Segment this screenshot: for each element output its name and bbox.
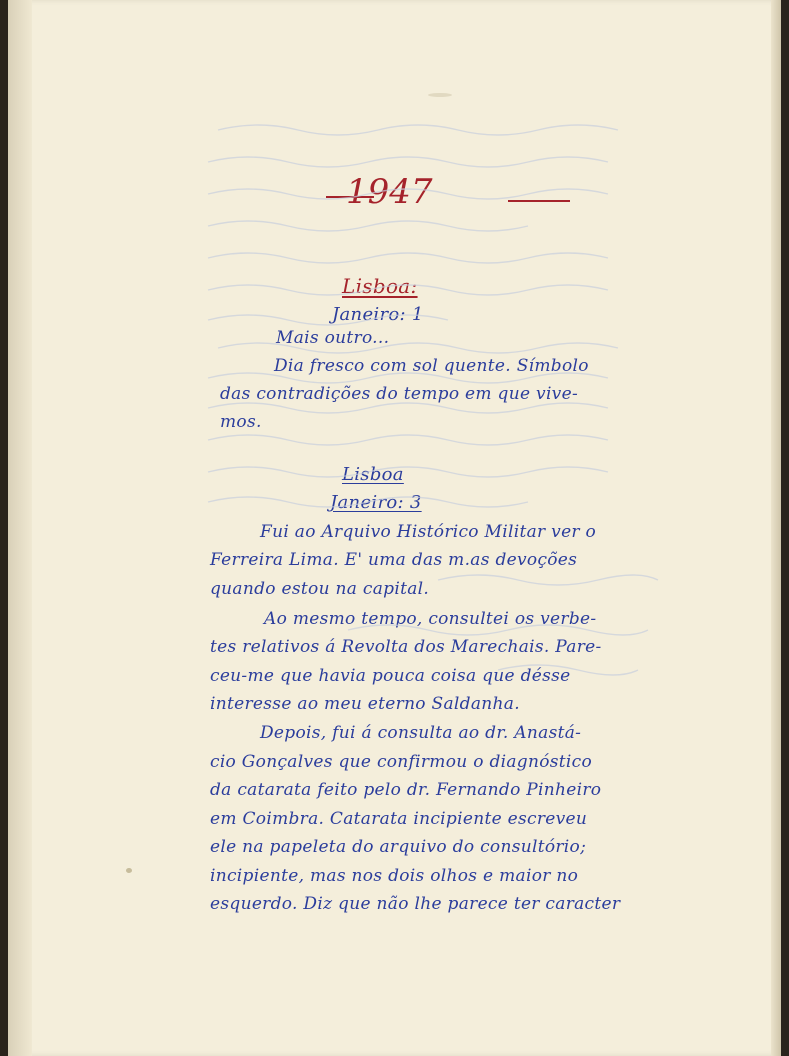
text-line: esquerdo. Diz que não lhe parece ter caracter [210, 894, 621, 914]
text-line: ceu-me que havia pouca coisa que désse [210, 666, 571, 686]
text-line: Depois, fui á consulta ao dr. Anastá- [260, 723, 582, 743]
entry-date-1: Janeiro: 1 [332, 304, 424, 325]
text-line: cio Gonçalves que confirmou o diagnóstico [210, 752, 593, 772]
text-line: quando estou na capital. [210, 579, 430, 599]
page-binding [8, 0, 32, 1056]
text-line: Dia fresco com sol quente. Símbolo [274, 356, 589, 376]
page-edge [771, 0, 781, 1056]
year-heading: 1947 [346, 172, 433, 212]
text-line: Mais outro... [276, 328, 390, 348]
text-line: ele na papeleta do arquivo do consultório; [210, 837, 587, 857]
text-line: incipiente, mas nos dois olhos e maior no [210, 866, 579, 886]
text-line: das contradições do tempo em que vive- [220, 384, 578, 404]
text-line: em Coimbra. Catarata incipiente escreveu [210, 809, 588, 829]
text-line: da catarata feito pelo dr. Fernando Pinheiro [210, 780, 602, 800]
manuscript-page [8, 0, 781, 1056]
entry-place-2: Lisboa [342, 464, 404, 485]
paper-spot [126, 868, 132, 873]
text-line: mos. [220, 412, 262, 432]
text-line: Ao mesmo tempo, consultei os verbe- [264, 609, 597, 629]
text-line: tes relativos á Revolta dos Marechais. Pare- [210, 637, 602, 657]
paper-spot [428, 93, 452, 97]
text-line: Fui ao Arquivo Histórico Militar ver o [260, 522, 597, 542]
entry-place-1: Lisboa: [342, 274, 418, 298]
text-line: interesse ao meu eterno Saldanha. [210, 694, 520, 714]
show-through-texture [198, 110, 678, 990]
text-line: Ferreira Lima. E' uma das m.as devoções [210, 550, 578, 570]
entry-date-2: Janeiro: 3 [330, 492, 422, 513]
